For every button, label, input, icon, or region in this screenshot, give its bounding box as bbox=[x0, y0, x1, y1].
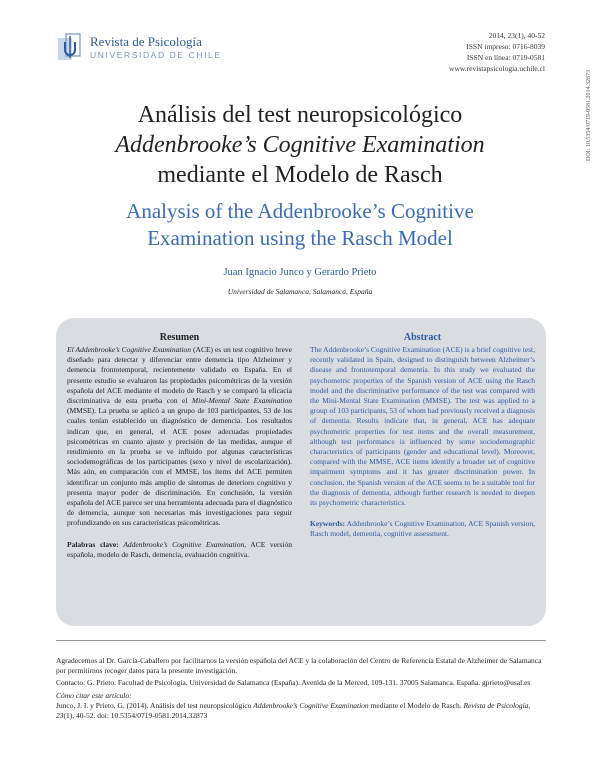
title-en-line2: Examination using the Rasch Model bbox=[147, 226, 453, 250]
abstract-keywords: Keywords: Addenbrooke’s Cognitive Examination, ACE Spanish version, Rasch model, dementia, cognitive assessment. bbox=[310, 519, 535, 539]
title-es-line3: mediante el Modelo de Rasch bbox=[157, 162, 443, 188]
citation-label: Cómo citar este artículo: bbox=[56, 691, 132, 700]
resumen-heading: Resumen bbox=[159, 332, 200, 343]
affiliation: Universidad de Salamanca, Salamanca, España bbox=[227, 287, 373, 296]
title-spanish bbox=[60, 100, 540, 190]
resumen-keywords: Palabras clave: Addenbrooke’s Cognitive Examination, ACE versión española, modelo de Rasch, demencia, evaluación cognitiva. bbox=[67, 539, 292, 559]
journal-logo-icon bbox=[56, 32, 88, 64]
resumen-column bbox=[67, 332, 292, 560]
volume-info: 2014, 23(1), 40-52 bbox=[488, 31, 545, 40]
journal-university: UNIVERSIDAD DE CHILE bbox=[90, 50, 222, 60]
abstract-heading: Abstract bbox=[403, 332, 442, 343]
resumen-text: El Addenbrooke’s Cognitive Examination (ACE) es un test cognitivo breve diseñado para detectar y diferenciar entre demencia tipo Alzheimer y demencia frontotemporal, recientemente validado en España. En el presente estudio se evaluaron las propiedades psicométricas de la versión española del ACE mediante el modelo de Rasch y se comparó la eficacia discriminativa de esta prueba con el Mini-Mental State Examination (MMSE). La prueba se aplicó a un grupo de 103 participantes, 53 de los cuales tenían establecido un diagnóstico de demencia. Los resultados indican que, en general, el ACE posee adecuadas propiedades psicométricas en cuanto ajuste y precisión de las medidas, aunque el rendimiento en la prueba se ve influido por algunas características sociodemográficas de los participantes (sexo y nivel de escolarización). Más aún, en comparación con el MMSE, los ítems del ACE permiten identificar un conjunto más amplio de síntomas de deterioro cognitivo y presenta mayor poder de discriminación. En conclusión, la versión española del ACE parece ser una herramienta adecuada para el diagnóstico de demencia, aunque son necesarias más investigaciones para seguir profundizando en sus características psicométricas. bbox=[67, 345, 293, 528]
title-es-line2: Addenbrooke’s Cognitive Examination bbox=[115, 132, 485, 158]
issn-print: ISSN impreso: 0716-8039 bbox=[466, 42, 545, 51]
journal-website-link[interactable]: www.revistapsicologia.uchile.cl bbox=[449, 64, 545, 73]
footer-notes bbox=[56, 656, 546, 723]
abstract-text: The Addenbrooke’s Cognitive Examination (ACE) is a brief cognitive test, recently validated in Spain, designed to distinguish between Alzheimer’s disease and frontotemporal dementia. In this study we evaluated the psychometric properties of the Spanish version of ACE using the Rasch model and the discriminative performance of the test was compared with the Mini-Mental State Examination (MMSE). The test was applied to a group of 103 participants, 53 of whom had previously received a diagnosis of dementia. Results indicate that, in general, ACE has adequate psychometric properties for test items and the overall measurement, although test performance is influenced by some sociodemographic characteristics of participants (gender and educational level). Moreover, compared with the MMSE, ACE items identify a broader set of cognitive impairment symptoms and it has greater discrimination power. In conclusion, the Spanish version of the ACE seems to be a suitable tool for the diagnosis of dementia, although further research is needed to deepen its psychometric characteristics. bbox=[310, 345, 535, 508]
publication-meta bbox=[449, 30, 545, 74]
title-english bbox=[60, 198, 540, 252]
footer-divider bbox=[56, 640, 546, 641]
issn-online: ISSN en línea: 0719-0581 bbox=[466, 53, 545, 62]
side-doi: DOI: 10.5354/0719-0581.2014.32873 bbox=[586, 70, 592, 161]
journal-name: Revista de Psicología bbox=[90, 34, 202, 49]
abstract-box bbox=[56, 318, 546, 626]
abstract-column bbox=[310, 332, 535, 540]
contact-info: Contacto: G. Prieto. Facultad de Psicología. Universidad de Salamanca (España). Avenida de la Merced, 109-131. 37005 Salamanca. España. gprieto@usal.es bbox=[56, 678, 531, 687]
title-en-line1: Analysis of the Addenbrooke’s Cognitive bbox=[126, 199, 474, 223]
citation-text: Junco, J. I. y Prieto, G. (2014). Análisis del test neuropsicológico Addenbrooke’s Cognitive Examination mediante el Modelo de Rasch. Revista de Psicología, 23(1), 40-52. doi: 10.5354/0719-0581.2014.32873 bbox=[56, 701, 531, 720]
acknowledgement: Agradecemos al Dr. García-Caballero por facilitarnos la versión española del ACE y la colaboración del Centro de Referencia Estatal de Alzheimer de Salamanca por permitirnos recoger datos para la presente investigación. bbox=[56, 656, 542, 675]
authors: Juan Ignacio Junco y Gerardo Prieto bbox=[223, 267, 377, 278]
title-es-line1: Análisis del test neuropsicológico bbox=[137, 102, 463, 128]
